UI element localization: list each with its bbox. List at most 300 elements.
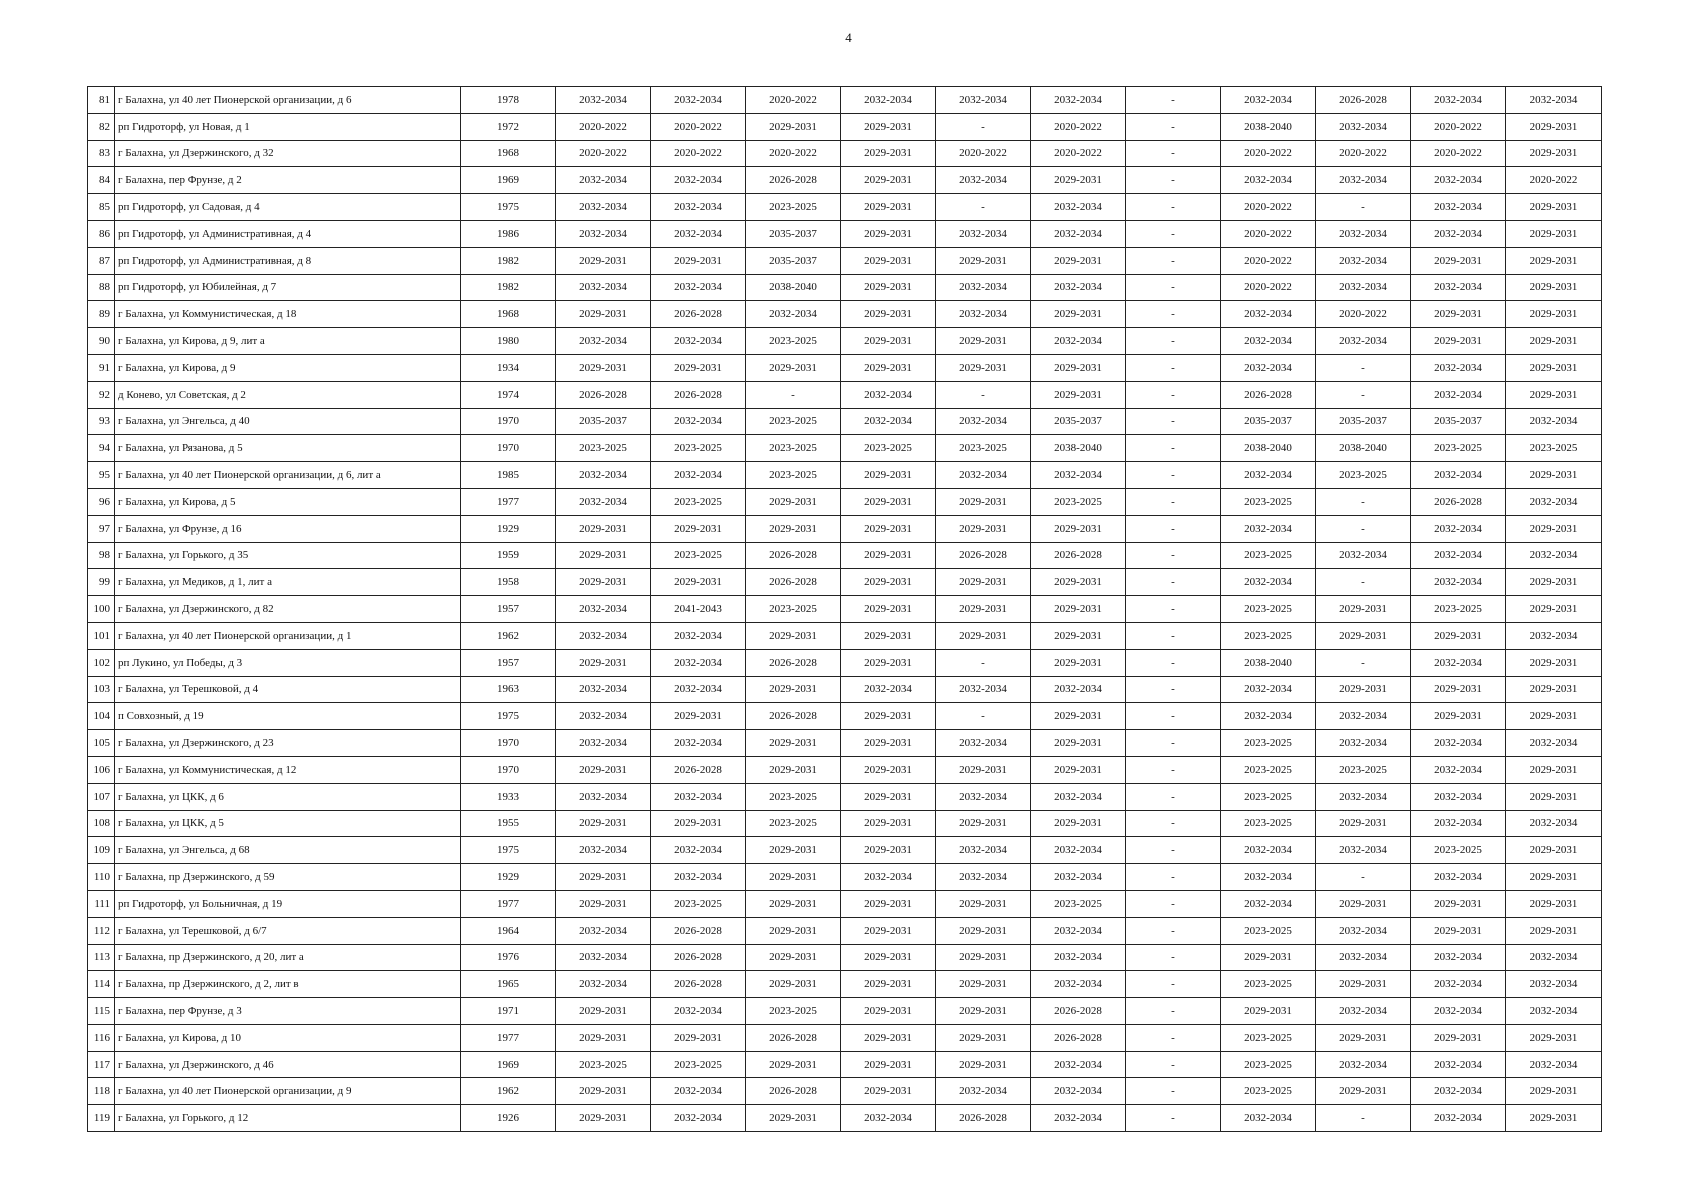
year-cell: 1969 — [461, 167, 556, 194]
period-cell: 2029-2031 — [1031, 247, 1126, 274]
period-cell: 2032-2034 — [746, 301, 841, 328]
period-cell: 2029-2031 — [746, 756, 841, 783]
period-cell: 2029-2031 — [1031, 596, 1126, 623]
period-cell: 2032-2034 — [1316, 703, 1411, 730]
address-cell: п Совхозный, д 19 — [115, 703, 461, 730]
row-number-cell: 91 — [88, 354, 115, 381]
period-cell: 2023-2025 — [651, 890, 746, 917]
period-cell: 2032-2034 — [1411, 354, 1506, 381]
period-cell: 2029-2031 — [841, 730, 936, 757]
period-cell: 2032-2034 — [556, 971, 651, 998]
period-cell: 2029-2031 — [1506, 220, 1602, 247]
period-cell: 2029-2031 — [1506, 1105, 1602, 1132]
table-row — [88, 113, 1602, 140]
table-row — [88, 515, 1602, 542]
table-row — [88, 462, 1602, 489]
period-cell: 2023-2025 — [1221, 542, 1316, 569]
address-cell: г Балахна, ул Горького, д 12 — [115, 1105, 461, 1132]
address-cell: г Балахна, ул Дзержинского, д 82 — [115, 596, 461, 623]
address-cell: г Балахна, ул Медиков, д 1, лит а — [115, 569, 461, 596]
period-cell: 2032-2034 — [556, 328, 651, 355]
address-cell: рп Гидроторф, ул Административная, д 8 — [115, 247, 461, 274]
period-cell: 2032-2034 — [841, 676, 936, 703]
table-row — [88, 890, 1602, 917]
period-cell: 2032-2034 — [556, 783, 651, 810]
period-cell: - — [1126, 676, 1221, 703]
table-row — [88, 274, 1602, 301]
period-cell: 2038-2040 — [746, 274, 841, 301]
period-cell: 2029-2031 — [841, 810, 936, 837]
period-cell: 2023-2025 — [1411, 596, 1506, 623]
period-cell: - — [1126, 703, 1221, 730]
address-cell: г Балахна, ул Кирова, д 9 — [115, 354, 461, 381]
period-cell: 2032-2034 — [1316, 220, 1411, 247]
period-cell: 2032-2034 — [556, 622, 651, 649]
period-cell: 2020-2022 — [651, 113, 746, 140]
period-cell: 2029-2031 — [841, 596, 936, 623]
year-cell: 1955 — [461, 810, 556, 837]
row-number-cell: 115 — [88, 998, 115, 1025]
period-cell: - — [1126, 354, 1221, 381]
period-cell: 2026-2028 — [746, 649, 841, 676]
period-cell: 2032-2034 — [651, 87, 746, 114]
period-cell: 2029-2031 — [1031, 354, 1126, 381]
period-cell: 2023-2025 — [746, 194, 841, 221]
period-cell: 2032-2034 — [1031, 1105, 1126, 1132]
table-row — [88, 194, 1602, 221]
period-cell: - — [1126, 488, 1221, 515]
period-cell: 2023-2025 — [746, 328, 841, 355]
period-cell: 2029-2031 — [556, 569, 651, 596]
period-cell: 2029-2031 — [841, 944, 936, 971]
period-cell: 2032-2034 — [556, 944, 651, 971]
period-cell: 2035-2037 — [746, 220, 841, 247]
period-cell: 2029-2031 — [936, 328, 1031, 355]
period-cell: 2032-2034 — [1411, 810, 1506, 837]
period-cell: 2032-2034 — [1411, 1078, 1506, 1105]
period-cell: 2032-2034 — [1221, 87, 1316, 114]
period-cell: 2035-2037 — [1221, 408, 1316, 435]
period-cell: 2032-2034 — [1411, 864, 1506, 891]
address-cell: г Балахна, ул ЦКК, д 6 — [115, 783, 461, 810]
period-cell: 2032-2034 — [1221, 890, 1316, 917]
period-cell: 2032-2034 — [1506, 730, 1602, 757]
row-number-cell: 105 — [88, 730, 115, 757]
period-cell: 2029-2031 — [1506, 194, 1602, 221]
period-cell: 2029-2031 — [746, 864, 841, 891]
period-cell: 2032-2034 — [841, 381, 936, 408]
address-cell: г Балахна, ул Терешковой, д 4 — [115, 676, 461, 703]
period-cell: 2029-2031 — [651, 810, 746, 837]
period-cell: 2026-2028 — [1031, 542, 1126, 569]
address-cell: рп Гидроторф, ул Юбилейная, д 7 — [115, 274, 461, 301]
period-cell: 2023-2025 — [746, 998, 841, 1025]
period-cell: 2032-2034 — [1031, 1078, 1126, 1105]
period-cell: 2029-2031 — [1031, 703, 1126, 730]
period-cell: 2032-2034 — [936, 87, 1031, 114]
period-cell: 2032-2034 — [936, 730, 1031, 757]
row-number-cell: 81 — [88, 87, 115, 114]
period-cell: 2029-2031 — [841, 247, 936, 274]
table-row — [88, 864, 1602, 891]
period-cell: 2032-2034 — [1411, 462, 1506, 489]
period-cell: 2029-2031 — [651, 569, 746, 596]
address-cell: г Балахна, ул Кирова, д 5 — [115, 488, 461, 515]
period-cell: 2032-2034 — [1506, 944, 1602, 971]
table-row — [88, 971, 1602, 998]
table-row — [88, 140, 1602, 167]
year-cell: 1970 — [461, 730, 556, 757]
period-cell: 2029-2031 — [1506, 113, 1602, 140]
period-cell: 2026-2028 — [746, 1024, 841, 1051]
period-cell: 2023-2025 — [1316, 462, 1411, 489]
period-cell: 2023-2025 — [1221, 917, 1316, 944]
table-row — [88, 354, 1602, 381]
address-cell: г Балахна, ул Терешковой, д 6/7 — [115, 917, 461, 944]
period-cell: 2029-2031 — [556, 649, 651, 676]
row-number-cell: 94 — [88, 435, 115, 462]
period-cell: 2032-2034 — [556, 220, 651, 247]
period-cell: 2029-2031 — [841, 971, 936, 998]
row-number-cell: 110 — [88, 864, 115, 891]
period-cell: 2032-2034 — [1031, 676, 1126, 703]
period-cell: 2020-2022 — [556, 113, 651, 140]
period-cell: 2023-2025 — [651, 542, 746, 569]
table-row — [88, 1051, 1602, 1078]
row-number-cell: 112 — [88, 917, 115, 944]
period-cell: 2032-2034 — [1316, 917, 1411, 944]
period-cell: 2029-2031 — [556, 1105, 651, 1132]
period-cell: 2032-2034 — [1031, 462, 1126, 489]
period-cell: 2029-2031 — [746, 354, 841, 381]
period-cell: 2029-2031 — [841, 998, 936, 1025]
period-cell: 2032-2034 — [1221, 837, 1316, 864]
period-cell: - — [1126, 756, 1221, 783]
period-cell: 2020-2022 — [1221, 220, 1316, 247]
period-cell: 2032-2034 — [651, 328, 746, 355]
period-cell: 2023-2025 — [1221, 596, 1316, 623]
period-cell: - — [1126, 1051, 1221, 1078]
period-cell: 2026-2028 — [1316, 87, 1411, 114]
period-cell: 2032-2034 — [1411, 756, 1506, 783]
period-cell: 2026-2028 — [746, 1078, 841, 1105]
period-cell: 2032-2034 — [651, 622, 746, 649]
year-cell: 1929 — [461, 515, 556, 542]
period-cell: 2023-2025 — [1031, 890, 1126, 917]
period-cell: 2032-2034 — [936, 864, 1031, 891]
period-cell: 2032-2034 — [651, 167, 746, 194]
period-cell: 2029-2031 — [1411, 328, 1506, 355]
table-row — [88, 783, 1602, 810]
period-cell: 2032-2034 — [651, 837, 746, 864]
period-cell: 2029-2031 — [1506, 515, 1602, 542]
row-number-cell: 83 — [88, 140, 115, 167]
period-cell: 2020-2022 — [1411, 113, 1506, 140]
row-number-cell: 100 — [88, 596, 115, 623]
row-number-cell: 111 — [88, 890, 115, 917]
period-cell: 2032-2034 — [1316, 837, 1411, 864]
period-cell: - — [1126, 1078, 1221, 1105]
period-cell: 2026-2028 — [651, 381, 746, 408]
period-cell: 2029-2031 — [556, 864, 651, 891]
period-cell: - — [1316, 488, 1411, 515]
period-cell: 2029-2031 — [1506, 354, 1602, 381]
period-cell: 2029-2031 — [841, 1051, 936, 1078]
period-cell: 2029-2031 — [746, 622, 841, 649]
row-number-cell: 92 — [88, 381, 115, 408]
table-row — [88, 596, 1602, 623]
period-cell: 2032-2034 — [556, 167, 651, 194]
period-cell: 2032-2034 — [1506, 810, 1602, 837]
period-cell: 2032-2034 — [1031, 328, 1126, 355]
period-cell: 2032-2034 — [1031, 1051, 1126, 1078]
period-cell: 2029-2031 — [841, 703, 936, 730]
period-cell: 2029-2031 — [841, 756, 936, 783]
period-cell: 2029-2031 — [1506, 301, 1602, 328]
period-cell: - — [1316, 515, 1411, 542]
row-number-cell: 101 — [88, 622, 115, 649]
period-cell: 2029-2031 — [841, 917, 936, 944]
period-cell: 2029-2031 — [841, 1078, 936, 1105]
period-cell: 2032-2034 — [1506, 488, 1602, 515]
period-cell: 2026-2028 — [1031, 998, 1126, 1025]
period-cell: 2029-2031 — [1316, 890, 1411, 917]
row-number-cell: 102 — [88, 649, 115, 676]
period-cell: - — [1126, 569, 1221, 596]
period-cell: 2029-2031 — [1316, 971, 1411, 998]
period-cell: 2020-2022 — [1316, 301, 1411, 328]
address-cell: г Балахна, ул Рязанова, д 5 — [115, 435, 461, 462]
period-cell: 2029-2031 — [556, 1078, 651, 1105]
period-cell: - — [1126, 194, 1221, 221]
period-cell: 2029-2031 — [746, 837, 841, 864]
period-cell: 2029-2031 — [1221, 998, 1316, 1025]
address-cell: г Балахна, ул Энгельса, д 40 — [115, 408, 461, 435]
period-cell: 2023-2025 — [1221, 1051, 1316, 1078]
address-cell: рп Гидроторф, ул Новая, д 1 — [115, 113, 461, 140]
address-cell: г Балахна, ул 40 лет Пионерской организации, д 6, лит а — [115, 462, 461, 489]
period-cell: 2029-2031 — [651, 354, 746, 381]
period-cell: - — [1126, 515, 1221, 542]
row-number-cell: 107 — [88, 783, 115, 810]
table-row — [88, 810, 1602, 837]
period-cell: 2029-2031 — [841, 515, 936, 542]
period-cell: 2032-2034 — [1411, 730, 1506, 757]
period-cell: 2029-2031 — [936, 917, 1031, 944]
period-cell: 2032-2034 — [651, 220, 746, 247]
year-cell: 1962 — [461, 622, 556, 649]
address-cell: г Балахна, ул Энгельса, д 68 — [115, 837, 461, 864]
period-cell: - — [1126, 837, 1221, 864]
period-cell: - — [1126, 890, 1221, 917]
period-cell: - — [1126, 381, 1221, 408]
period-cell: 2029-2031 — [841, 1024, 936, 1051]
year-cell: 1974 — [461, 381, 556, 408]
year-cell: 1977 — [461, 488, 556, 515]
period-cell: 2032-2034 — [1221, 864, 1316, 891]
period-cell: 2029-2031 — [746, 944, 841, 971]
period-cell: 2032-2034 — [1411, 542, 1506, 569]
period-cell: 2032-2034 — [651, 783, 746, 810]
period-cell: 2023-2025 — [1221, 810, 1316, 837]
period-cell: 2032-2034 — [936, 462, 1031, 489]
table-row — [88, 756, 1602, 783]
year-cell: 1980 — [461, 328, 556, 355]
period-cell: 2029-2031 — [936, 944, 1031, 971]
period-cell: 2032-2034 — [1316, 542, 1411, 569]
period-cell: 2029-2031 — [936, 810, 1031, 837]
address-cell: г Балахна, ул Кирова, д 10 — [115, 1024, 461, 1051]
year-cell: 1968 — [461, 301, 556, 328]
period-cell: 2032-2034 — [651, 730, 746, 757]
period-cell: 2029-2031 — [556, 247, 651, 274]
period-cell: 2023-2025 — [1221, 971, 1316, 998]
period-cell: 2032-2034 — [1221, 354, 1316, 381]
year-cell: 1976 — [461, 944, 556, 971]
period-cell: 2020-2022 — [1221, 274, 1316, 301]
period-cell: - — [1126, 998, 1221, 1025]
period-cell: 2023-2025 — [746, 462, 841, 489]
period-cell: 2032-2034 — [1221, 703, 1316, 730]
period-cell: 2041-2043 — [651, 596, 746, 623]
address-cell: рп Лукино, ул Победы, д 3 — [115, 649, 461, 676]
year-cell: 1934 — [461, 354, 556, 381]
period-cell: 2032-2034 — [651, 998, 746, 1025]
address-cell: г Балахна, ул Коммунистическая, д 12 — [115, 756, 461, 783]
period-cell: 2020-2022 — [1316, 140, 1411, 167]
year-cell: 1975 — [461, 194, 556, 221]
period-cell: - — [1126, 944, 1221, 971]
period-cell: 2029-2031 — [841, 569, 936, 596]
period-cell: 2029-2031 — [841, 194, 936, 221]
period-cell: 2029-2031 — [841, 649, 936, 676]
address-cell: г Балахна, пр Дзержинского, д 20, лит а — [115, 944, 461, 971]
address-cell: рп Гидроторф, ул Больничная, д 19 — [115, 890, 461, 917]
period-cell: 2026-2028 — [1031, 1024, 1126, 1051]
period-cell: 2029-2031 — [841, 167, 936, 194]
address-cell: г Балахна, ул 40 лет Пионерской организации, д 9 — [115, 1078, 461, 1105]
period-cell: 2032-2034 — [1031, 917, 1126, 944]
period-cell: 2029-2031 — [1506, 890, 1602, 917]
period-cell: 2029-2031 — [556, 998, 651, 1025]
period-cell: 2038-2040 — [1316, 435, 1411, 462]
period-cell: - — [746, 381, 841, 408]
period-cell: 2029-2031 — [1031, 515, 1126, 542]
period-cell: 2032-2034 — [556, 274, 651, 301]
period-cell: 2032-2034 — [1411, 1051, 1506, 1078]
table-row — [88, 220, 1602, 247]
period-cell: 2032-2034 — [1031, 971, 1126, 998]
period-cell: 2023-2025 — [746, 596, 841, 623]
period-cell: 2023-2025 — [1316, 756, 1411, 783]
period-cell: 2032-2034 — [1411, 998, 1506, 1025]
period-cell: 2032-2034 — [1411, 1105, 1506, 1132]
period-cell: 2029-2031 — [1316, 810, 1411, 837]
period-cell: 2032-2034 — [1031, 87, 1126, 114]
period-cell: - — [1126, 971, 1221, 998]
table-row — [88, 649, 1602, 676]
period-cell: 2032-2034 — [556, 676, 651, 703]
period-cell: 2029-2031 — [1221, 944, 1316, 971]
period-cell: 2032-2034 — [1411, 944, 1506, 971]
period-cell: 2029-2031 — [1506, 274, 1602, 301]
period-cell: 2020-2022 — [936, 140, 1031, 167]
period-cell: 2032-2034 — [1316, 998, 1411, 1025]
period-cell: 2023-2025 — [1221, 1078, 1316, 1105]
period-cell: 2029-2031 — [1411, 703, 1506, 730]
period-cell: 2032-2034 — [1221, 569, 1316, 596]
period-cell: 2032-2034 — [1316, 944, 1411, 971]
period-cell: 2026-2028 — [1411, 488, 1506, 515]
period-cell: 2026-2028 — [1221, 381, 1316, 408]
address-cell: г Балахна, ул Фрунзе, д 16 — [115, 515, 461, 542]
period-cell: - — [1126, 167, 1221, 194]
address-cell: г Балахна, ул Дзержинского, д 46 — [115, 1051, 461, 1078]
period-cell: 2032-2034 — [1411, 783, 1506, 810]
period-cell: 2032-2034 — [1221, 301, 1316, 328]
period-cell: - — [1126, 87, 1221, 114]
period-cell: 2029-2031 — [841, 354, 936, 381]
row-number-cell: 96 — [88, 488, 115, 515]
period-cell: 2032-2034 — [936, 676, 1031, 703]
period-cell: 2032-2034 — [936, 167, 1031, 194]
row-number-cell: 95 — [88, 462, 115, 489]
table-row — [88, 730, 1602, 757]
row-number-cell: 118 — [88, 1078, 115, 1105]
year-cell: 1977 — [461, 1024, 556, 1051]
period-cell: 2029-2031 — [841, 622, 936, 649]
period-cell: 2035-2037 — [1031, 408, 1126, 435]
period-cell: 2023-2025 — [746, 783, 841, 810]
period-cell: 2032-2034 — [1411, 649, 1506, 676]
period-cell: 2029-2031 — [1031, 730, 1126, 757]
row-number-cell: 119 — [88, 1105, 115, 1132]
table-row — [88, 167, 1602, 194]
period-cell: 2032-2034 — [651, 864, 746, 891]
period-cell: 2029-2031 — [651, 515, 746, 542]
period-cell: 2023-2025 — [841, 435, 936, 462]
row-number-cell: 109 — [88, 837, 115, 864]
period-cell: 2029-2031 — [1506, 864, 1602, 891]
address-cell: рп Гидроторф, ул Садовая, д 4 — [115, 194, 461, 221]
period-cell: 2032-2034 — [1221, 328, 1316, 355]
period-cell: 2020-2022 — [1221, 194, 1316, 221]
address-cell: г Балахна, пр Дзержинского, д 2, лит в — [115, 971, 461, 998]
period-cell: 2029-2031 — [841, 140, 936, 167]
year-cell: 1959 — [461, 542, 556, 569]
period-cell: 2029-2031 — [841, 783, 936, 810]
period-cell: 2032-2034 — [1411, 167, 1506, 194]
period-cell: 2029-2031 — [936, 569, 1031, 596]
period-cell: 2032-2034 — [841, 87, 936, 114]
period-cell: - — [1126, 649, 1221, 676]
year-cell: 1970 — [461, 435, 556, 462]
address-cell: рп Гидроторф, ул Административная, д 4 — [115, 220, 461, 247]
period-cell: 2029-2031 — [1506, 837, 1602, 864]
period-cell: - — [1316, 569, 1411, 596]
period-cell: 2032-2034 — [1031, 837, 1126, 864]
table-row — [88, 408, 1602, 435]
period-cell: - — [1126, 622, 1221, 649]
period-cell: 2026-2028 — [651, 944, 746, 971]
period-cell: 2029-2031 — [556, 301, 651, 328]
period-cell: 2029-2031 — [746, 515, 841, 542]
period-cell: 2029-2031 — [1506, 676, 1602, 703]
period-cell: 2029-2031 — [746, 890, 841, 917]
period-cell: 2026-2028 — [556, 381, 651, 408]
period-cell: 2026-2028 — [936, 542, 1031, 569]
table-row — [88, 542, 1602, 569]
